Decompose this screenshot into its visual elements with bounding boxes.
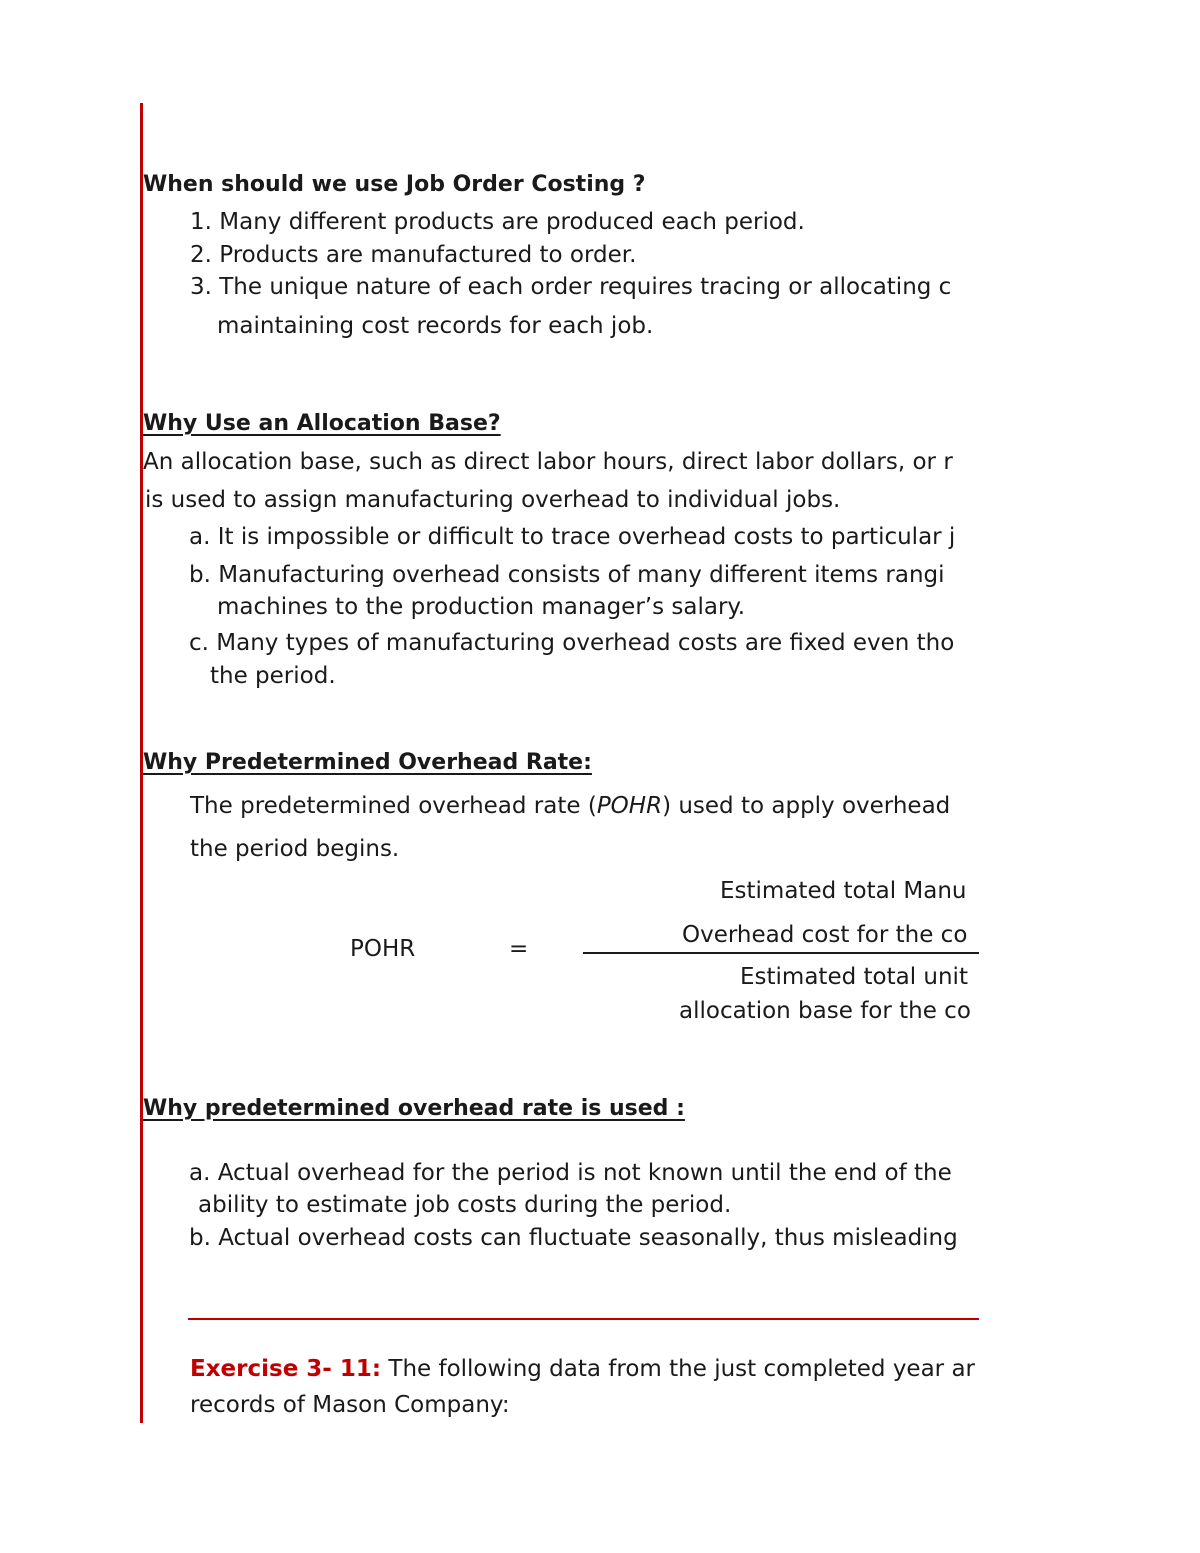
list-item: ability to estimate job costs during the period. [198, 1192, 732, 1218]
list-item: a. Actual overhead for the period is not known until the end of the [189, 1160, 952, 1186]
paragraph-line: An allocation base, such as direct labor hours, direct labor dollars, or r [143, 449, 953, 475]
formula-numerator-line2: Overhead cost for the co [682, 922, 968, 948]
pohr-body-pre: The predetermined overhead rate ( [190, 793, 597, 819]
list-item: 1. Many different products are produced each period. [190, 209, 805, 235]
pohr-heading: Why Predetermined Overhead Rate: [143, 750, 592, 775]
formula-denominator-line1: Estimated total unit [740, 964, 968, 990]
list-item: maintaining cost records for each job. [217, 313, 654, 339]
paragraph-line: is used to assign manufacturing overhead to individual jobs. [145, 487, 841, 513]
list-item: b. Actual overhead costs can fluctuate seasonally, thus misleading [189, 1225, 958, 1251]
pohr-body-line2: the period begins. [190, 836, 400, 862]
job-order-heading: When should we use Job Order Costing ? [143, 172, 646, 197]
formula-denominator-line2: allocation base for the co [679, 998, 971, 1024]
list-item: 3. The unique nature of each order requires tracing or allocating c [190, 274, 952, 300]
exercise-line [190, 1354, 975, 1384]
exercise-line2: records of Mason Company: [190, 1392, 510, 1418]
list-item: the period. [210, 663, 336, 689]
clip-region [143, 0, 979, 1553]
list-item: 2. Products are manufactured to order. [190, 242, 637, 268]
pohr-body-em: POHR [596, 793, 663, 819]
formula-equals: = [509, 936, 529, 962]
formula-label: POHR [350, 936, 416, 962]
list-item: machines to the production manager’s salary. [217, 594, 746, 620]
exercise-label: Exercise 3- 11: [190, 1356, 382, 1382]
list-item: a. It is impossible or difficult to trace overhead costs to particular j [189, 524, 956, 550]
list-item: c. Many types of manufacturing overhead costs are fixed even tho [189, 630, 955, 656]
pohr-used-heading: Why predetermined overhead rate is used : [143, 1096, 685, 1121]
pohr-body-post: ) used to apply overhead [662, 793, 951, 819]
exercise-text: The following data from the just completed year ar [381, 1356, 975, 1382]
formula-numerator-line1: Estimated total Manu [720, 878, 967, 904]
allocation-base-heading: Why Use an Allocation Base? [143, 411, 501, 436]
list-item: b. Manufacturing overhead consists of many different items rangi [189, 562, 945, 588]
